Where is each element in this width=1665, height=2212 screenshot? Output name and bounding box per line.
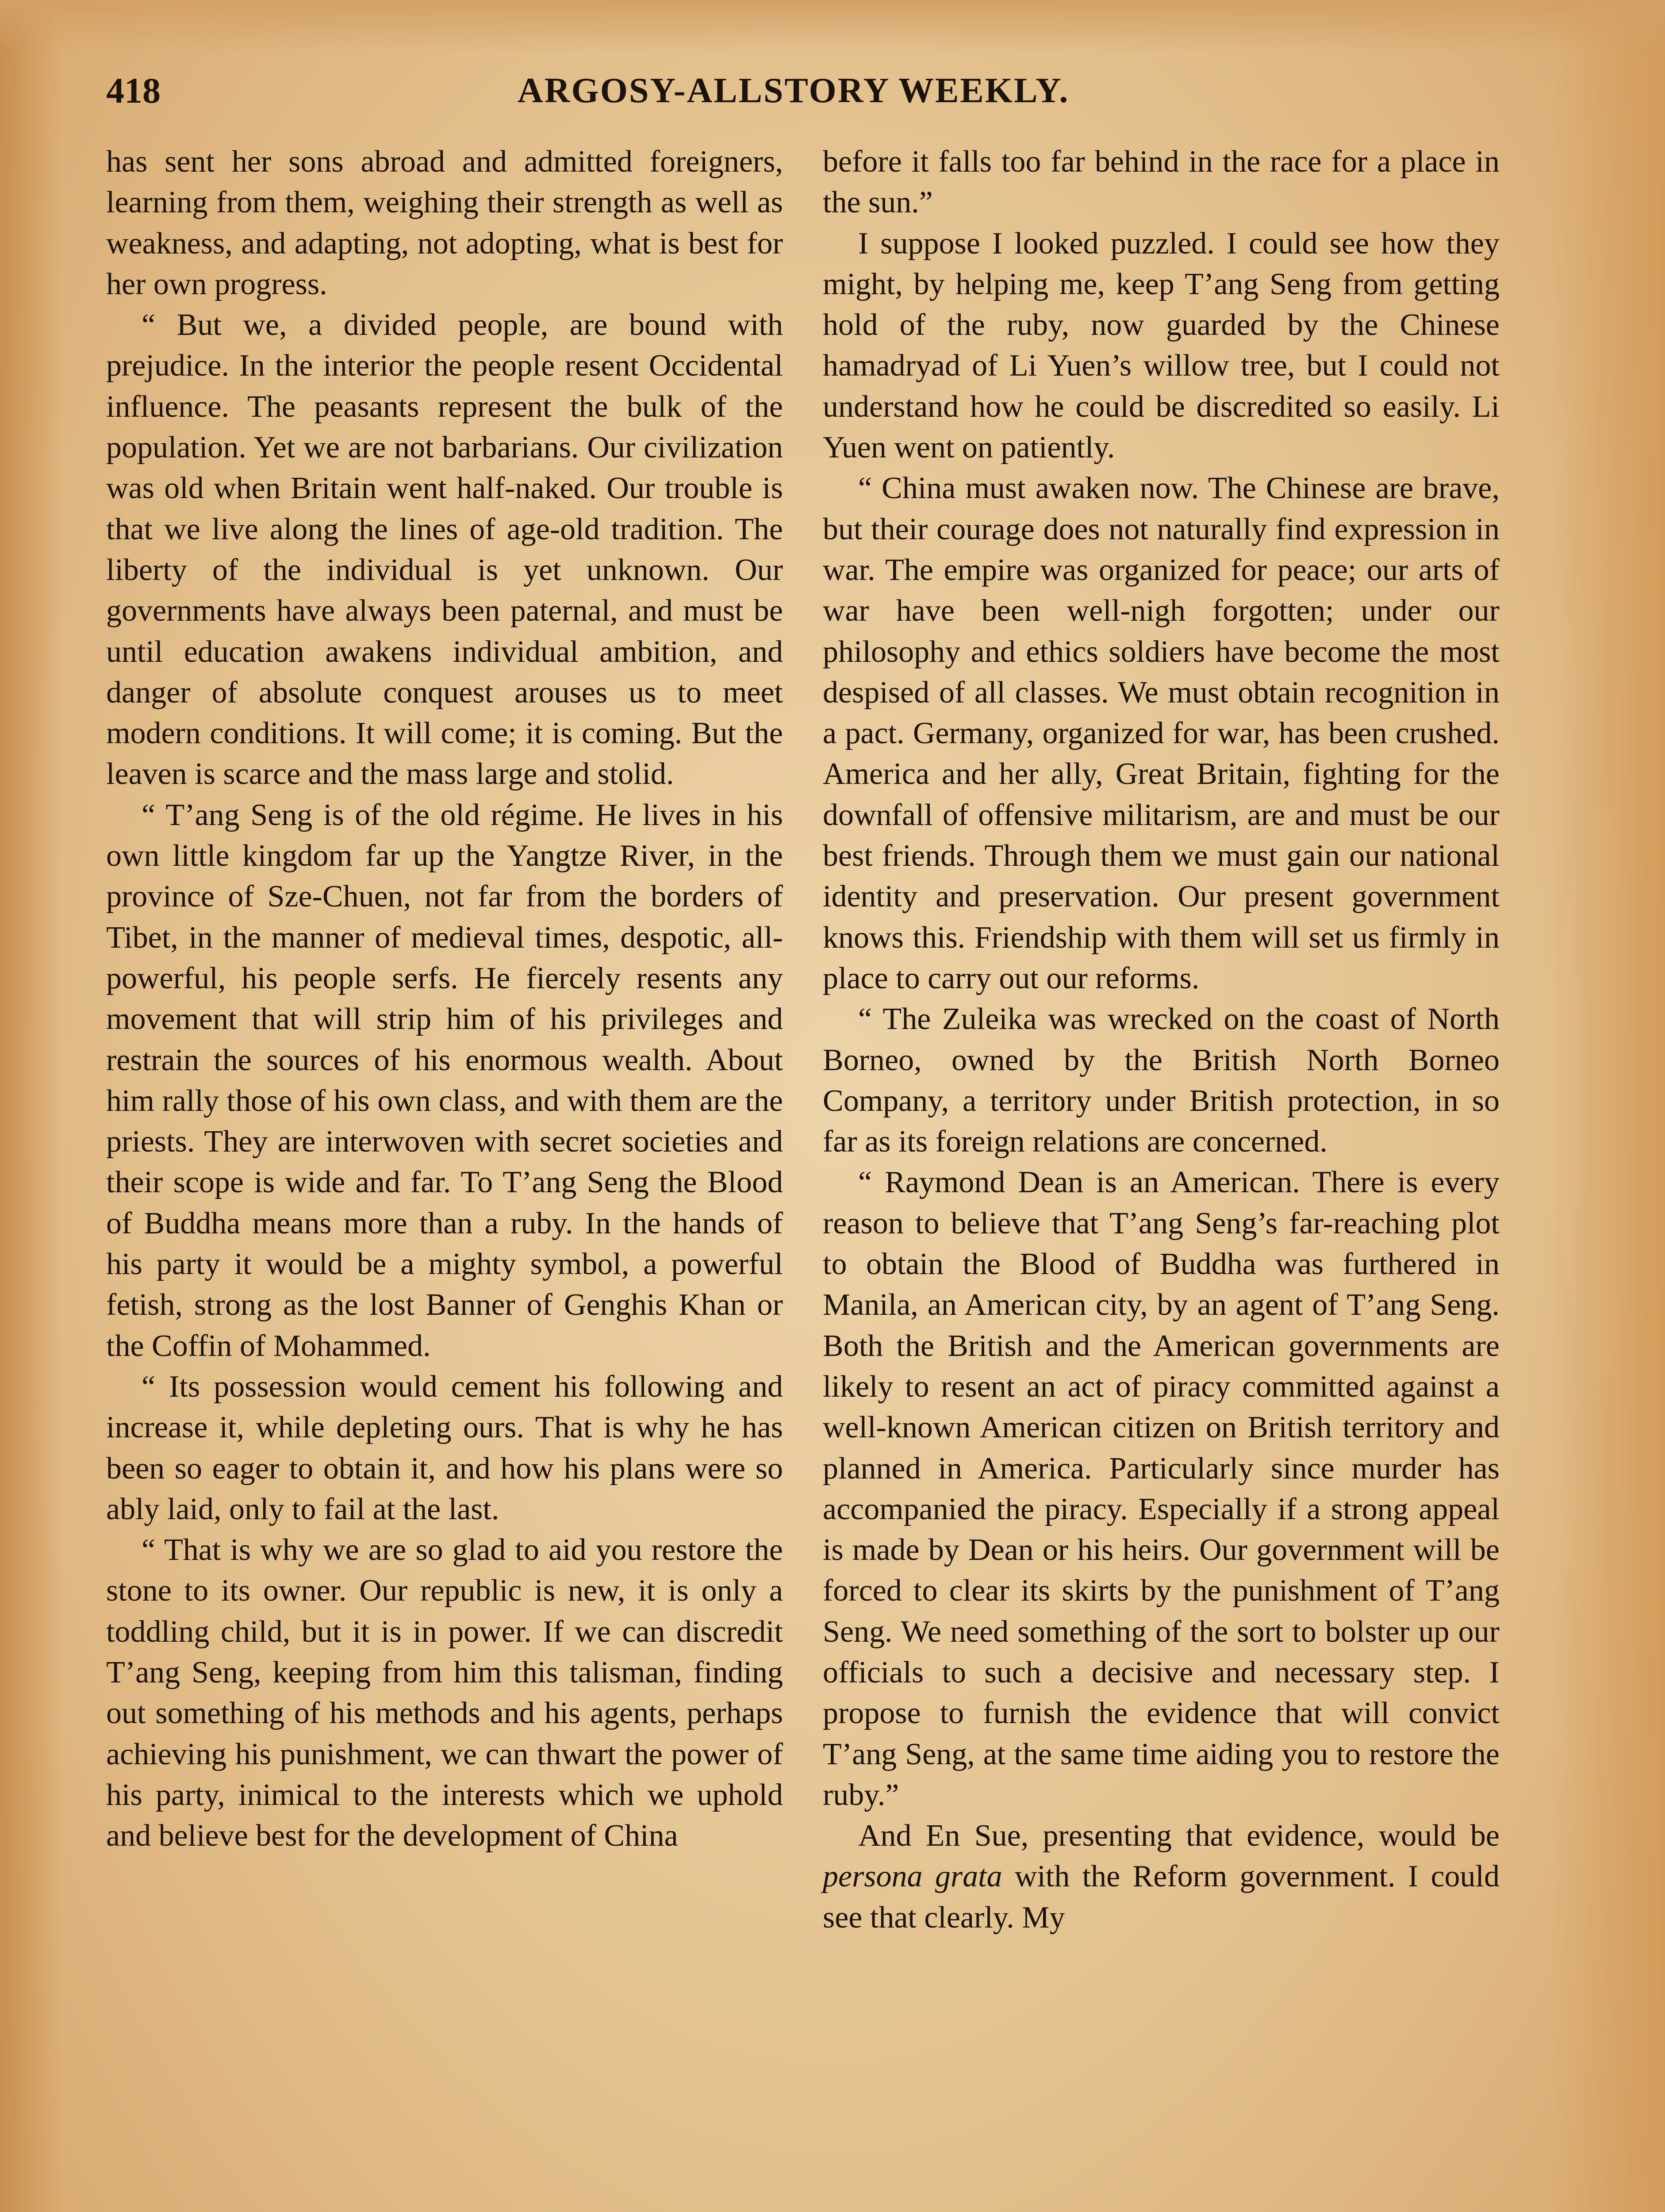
page-header: [106, 66, 1522, 115]
text-run: with the Reform government. I could see that clearly. My: [823, 1859, 1500, 1935]
text-run: And En Sue, presenting that evidence, would be: [858, 1819, 1500, 1853]
paragraph: before it falls too far behind in the race for a place in the sun.”: [823, 145, 1500, 220]
aged-edge-top: [0, 0, 1665, 53]
paragraph-last: [823, 1816, 1500, 1938]
paragraph: “ China must awaken now. The Chinese are brave, but their courage does not naturally find expression in war. The empire was organized for peace; our arts of war have been well-nigh forgotten; under our philosophy and ethics soldiers have become the most despised of all classes. We must obtain recognition in a pact. Germany, organized for war, has been crushed. America and her ally, Great Britain, fighting for the downfall of offensive militarism, are and must be our best friends. Through them we must gain our national identity and preservation. Our present government knows this. Friendship with them will set us firmly in place to carry out our reforms.: [823, 471, 1500, 995]
running-head: ARGOSY-ALLSTORY WEEKLY.: [518, 71, 1070, 110]
paragraph: “ Its possession would cement his following and increase it, while depleting ours. That is why he has been so eager to obtain it, and how his plans were so ably laid, only to fail at the last.: [106, 1369, 783, 1526]
paragraph: “ But we, a divided people, are bound with prejudice. In the interior the people resent Occidental influence. The peasants represent the bulk of the population. Yet we are not barbarians. Our civilization was old when Britain went half-naked. Our trouble is that we live along the lines of age-old tradition. The liberty of the individual is yet unknown. Our governments have always been paternal, and must be until education awakens individual ambition, and danger of absolute conquest arouses us to meet modern conditions. It will come; it is coming. But the leaven is scarce and the mass large and stolid.: [106, 308, 783, 791]
paragraph: “ That is why we are so glad to aid you restore the stone to its owner. Our republic is new, it is only a toddling child, but it is in power. If we can discredit T’ang Seng, keeping from him this talisman, finding out something of his methods and his agents, perhaps achieving his punishment, we can thwart the power of his party, inimical to the interests which we uphold and believe best for the development of China: [106, 1533, 783, 1853]
text-column-right: [823, 142, 1500, 1938]
paragraph: “ The Zuleika was wrecked on the coast of North Borneo, owned by the British North Borneo Company, a territory under British protection, in so far as its foreign relations are concerned.: [823, 1002, 1500, 1159]
text-column-left: [106, 142, 783, 1856]
aged-edge-left: [0, 0, 62, 2212]
aged-edge-right: [1550, 0, 1665, 2212]
page-number: 418: [106, 70, 161, 111]
paragraph: has sent her sons abroad and admitted foreigners, learning from them, weighing their strength as well as weakness, and adapting, not adopting, what is best for her own progress.: [106, 145, 783, 301]
paragraph: “ Raymond Dean is an American. There is every reason to believe that T’ang Seng’s far-reaching plot to obtain the Blood of Buddha was furthered in Manila, an American city, by an agent of T’ang Seng. Both the British and the American governments are likely to resent an act of piracy committed against a well-known American citizen on British territory and planned in America. Particularly since murder has accompanied the piracy. Especially if a strong appeal is made by Dean or his heirs. Our government will be forced to clear its skirts by the punishment of T’ang Seng. We need something of the sort to bolster up our officials to such a decisive and necessary step. I propose to furnish the evidence that will convict T’ang Seng, at the same time aiding you to restore the ruby.”: [823, 1165, 1500, 1812]
paragraph: I suppose I looked puzzled. I could see how they might, by helping me, keep T’ang Seng from getting hold of the ruby, now guarded by the Chinese hamadryad of Li Yuen’s willow tree, but I could not understand how he could be discredited so easily. Li Yuen went on patiently.: [823, 226, 1500, 465]
italic-phrase: persona grata: [823, 1859, 1002, 1894]
paragraph: “ T’ang Seng is of the old régime. He lives in his own little kingdom far up the Yangtze River, in the province of Sze-Chuen, not far from the borders of Tibet, in the manner of medieval times, despotic, all-powerful, his people serfs. He fiercely resents any movement that will strip him of his privileges and restrain the sources of his enormous wealth. About him rally those of his own class, and with them are the priests. They are interwoven with secret societies and their scope is wide and far. To T’ang Seng the Blood of Buddha means more than a ruby. In the hands of his party it would be a mighty symbol, a powerful fetish, strong as the lost Banner of Genghis Khan or the Coffin of Mohammed.: [106, 798, 783, 1363]
